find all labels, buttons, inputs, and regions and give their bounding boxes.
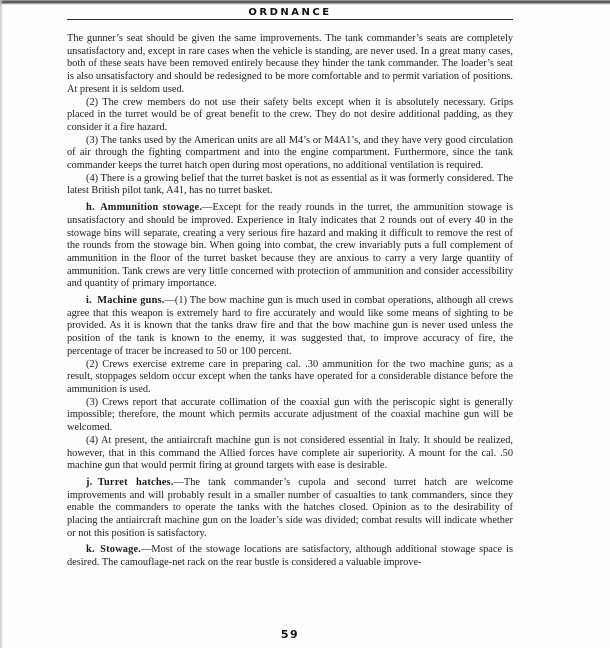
paragraph-gunners-seat-continuation xyxy=(67,33,513,97)
paragraph-text: (4) There is a growing belief that the turret basket is not as essential as it was formerly considered. The latest British pilot tank, A41, has no turret basket. xyxy=(67,172,513,197)
paragraph-text: —(1) The bow machine gun is much used in combat operations, although all crews agree that this weapon is extremely hard to fire accurately and would like some means of sighting to be provided. As it is known that the tanks draw fire and that the bow machine gun is never used unless the position of the tank is known to the enemy, it was suggested that, to improve accuracy of fire, the percentage of tracer be increased to 50 or 100 percent. xyxy=(67,295,514,357)
paragraph-heading: h. Ammunition stowage. xyxy=(86,202,203,214)
paragraph-tank-ventilation xyxy=(67,135,513,173)
paragraph-text: (3) Crews report that accurate collimation of the coaxial gun with the periscopic sight is generally impossible; therefore, the mount which permits accurate adjustment of the coaxial machine gun will be welcomed. xyxy=(67,396,513,434)
scan-edge-top xyxy=(0,0,610,5)
page-header-title: ORDNANCE xyxy=(248,7,332,18)
paragraph-text: (4) At present, the antiaircraft machine gun is not considered essential in Italy. It should be realized, however, that in this command the Allied forces have complete air superiority. A mount for the cal. .50 machine gun that would permit firing at ground targets with ease is desirable. xyxy=(67,434,513,472)
paragraph-machine-guns xyxy=(67,295,513,359)
paragraph-heading: k. Stowage. xyxy=(86,544,142,556)
paragraph-turret-basket xyxy=(67,173,513,198)
paragraph-safety-belts xyxy=(67,97,513,135)
paragraph-text: —Most of the stowage locations are satisfactory, although additional stowage space is desired. The camouflage-net rack on the rear bustle is considered a valuable improve- xyxy=(67,544,513,569)
paragraph-text: —The tank commander’s cupola and second turret hatch are welcome improvements and will probably result in a smaller number of casualties to tank commanders, since they enable the commanders to operate the tanks with the hatches closed. Opinion as to the desirability of placing the antiaircraft machine gun on the loader’s side was divided; combat results will indicate whether or not this position is satisfactory. xyxy=(67,476,513,539)
page-number: 59 xyxy=(280,628,300,641)
paragraph-heading: i. Machine guns. xyxy=(86,295,165,307)
paragraph-text: (2) Crews exercise extreme care in preparing cal. .30 ammunition for the two machine guns; as a result, stoppages seldom occur except when the tanks have operated for a considerable distance before the ammunition is used. xyxy=(67,358,513,395)
paragraph-text: (2) The crew members do not use their safety belts except when it is absolutely necessary. Grips placed in the turret would be of great benefit to the crew. They do not desire additional padding, as they consider it a fire hazard. xyxy=(67,96,513,133)
paragraph-text: The gunner’s seat should be given the same improvements. The tank commander’s seats are completely unsatisfactory and, except in rare cases when the vehicle is standing, are never used. In a great many cases, both of these seats have been removed entirely because they hinder the tank commander. The loader’s seat is also unsatisfactory and should be redesigned to be more comfortable and to permit variation of positions. At present it is seldom used. xyxy=(67,33,513,95)
paragraph-text: —Except for the ready rounds in the turret, the ammunition stowage is unsatisfactory and should be improved. Experience in Italy indicates that 2 rounds out of every 40 in the stowage bins will separate, creating a very serious fire hazard and making it difficult to remove the rest of the rounds from the stowage bin. When going into combat, the crew invariably puts a full complement of ammunition in the floor of the turret basket because they are anxious to carry a very large quantity of ammunition. Tank crews are very little concerned with protection of ammunition and consider accessibility and quantity of primary importance. xyxy=(67,202,513,290)
paragraph-cal30-ammunition xyxy=(67,359,513,397)
paragraph-stowage xyxy=(67,544,513,569)
paragraph-turret-hatches xyxy=(67,477,513,541)
scan-edge-left xyxy=(0,0,3,648)
paragraph-heading: j. Turret hatches. xyxy=(86,476,174,488)
header-rule xyxy=(67,19,513,20)
paragraph-antiaircraft-gun xyxy=(67,435,513,473)
paragraph-text: (3) The tanks used by the American units are all M4’s or M4A1’s, and they have very good circulation of air through the fighting compartment and into the engine compartment. Furthermore, since the tank commander keeps the turret hatch open during most operations, no additional ventilation is required. xyxy=(67,134,513,172)
paragraph-coaxial-collimation xyxy=(67,397,513,435)
paragraph-ammunition-stowage xyxy=(67,202,513,291)
document-body xyxy=(67,33,513,570)
